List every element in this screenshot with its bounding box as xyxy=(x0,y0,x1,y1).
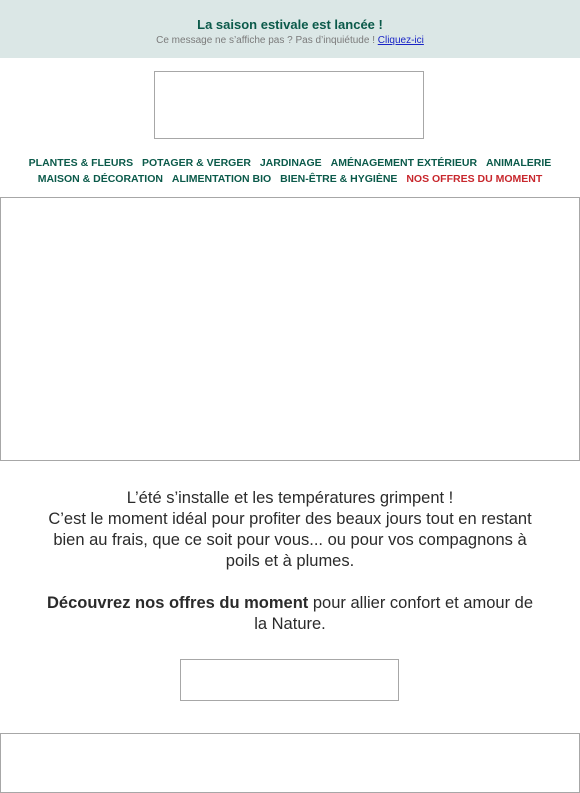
nav-item-jardinage[interactable]: JARDINAGE xyxy=(259,157,322,169)
intro-text xyxy=(40,488,540,635)
intro-cta-rest: pour allier confort et amour de la Nature. xyxy=(254,594,533,633)
nav-item-bien-etre-hygiene[interactable]: BIEN-ÊTRE & HYGIÈNE xyxy=(280,173,398,185)
nav-item-amenagement-exterieur[interactable]: AMÉNAGEMENT EXTÉRIEUR xyxy=(330,157,478,169)
nav-item-potager-verger[interactable]: POTAGER & VERGER xyxy=(142,157,251,169)
intro-cta-bold: Découvrez nos offres du moment xyxy=(47,594,309,612)
product-image-placeholder[interactable] xyxy=(0,733,580,793)
cta-button-image-placeholder[interactable] xyxy=(180,659,399,701)
category-nav-row-2 xyxy=(0,173,580,185)
nav-item-plantes-fleurs[interactable]: PLANTES & FLEURS xyxy=(28,157,134,169)
nav-item-maison-decoration[interactable]: MAISON & DÉCORATION xyxy=(37,173,163,185)
nav-item-animalerie[interactable]: ANIMALERIE xyxy=(485,157,552,169)
preheader-banner xyxy=(0,0,580,58)
view-online-link[interactable]: Cliquez-ici xyxy=(377,35,424,46)
banner-subtext xyxy=(0,35,580,46)
logo-image-placeholder[interactable] xyxy=(154,71,424,139)
intro-cta-paragraph xyxy=(40,593,540,635)
nav-item-alimentation-bio[interactable]: ALIMENTATION BIO xyxy=(171,173,272,185)
banner-subtext-label: Ce message ne s’affiche pas ? Pas d’inquiétude ! xyxy=(156,35,375,46)
intro-line-1: L’été s’installe et les températures grimpent ! xyxy=(126,489,454,507)
banner-headline: La saison estivale est lancée ! xyxy=(197,17,383,32)
category-nav-row-1 xyxy=(0,157,580,169)
nav-item-nos-offres[interactable]: NOS OFFRES DU MOMENT xyxy=(406,173,543,185)
intro-line-2: C’est le moment idéal pour profiter des beaux jours tout en restant bien au frais, que ce soit pour vous... ou pour vos compagnons à poils et à plumes. xyxy=(48,510,532,570)
hero-image-placeholder[interactable] xyxy=(0,197,580,461)
